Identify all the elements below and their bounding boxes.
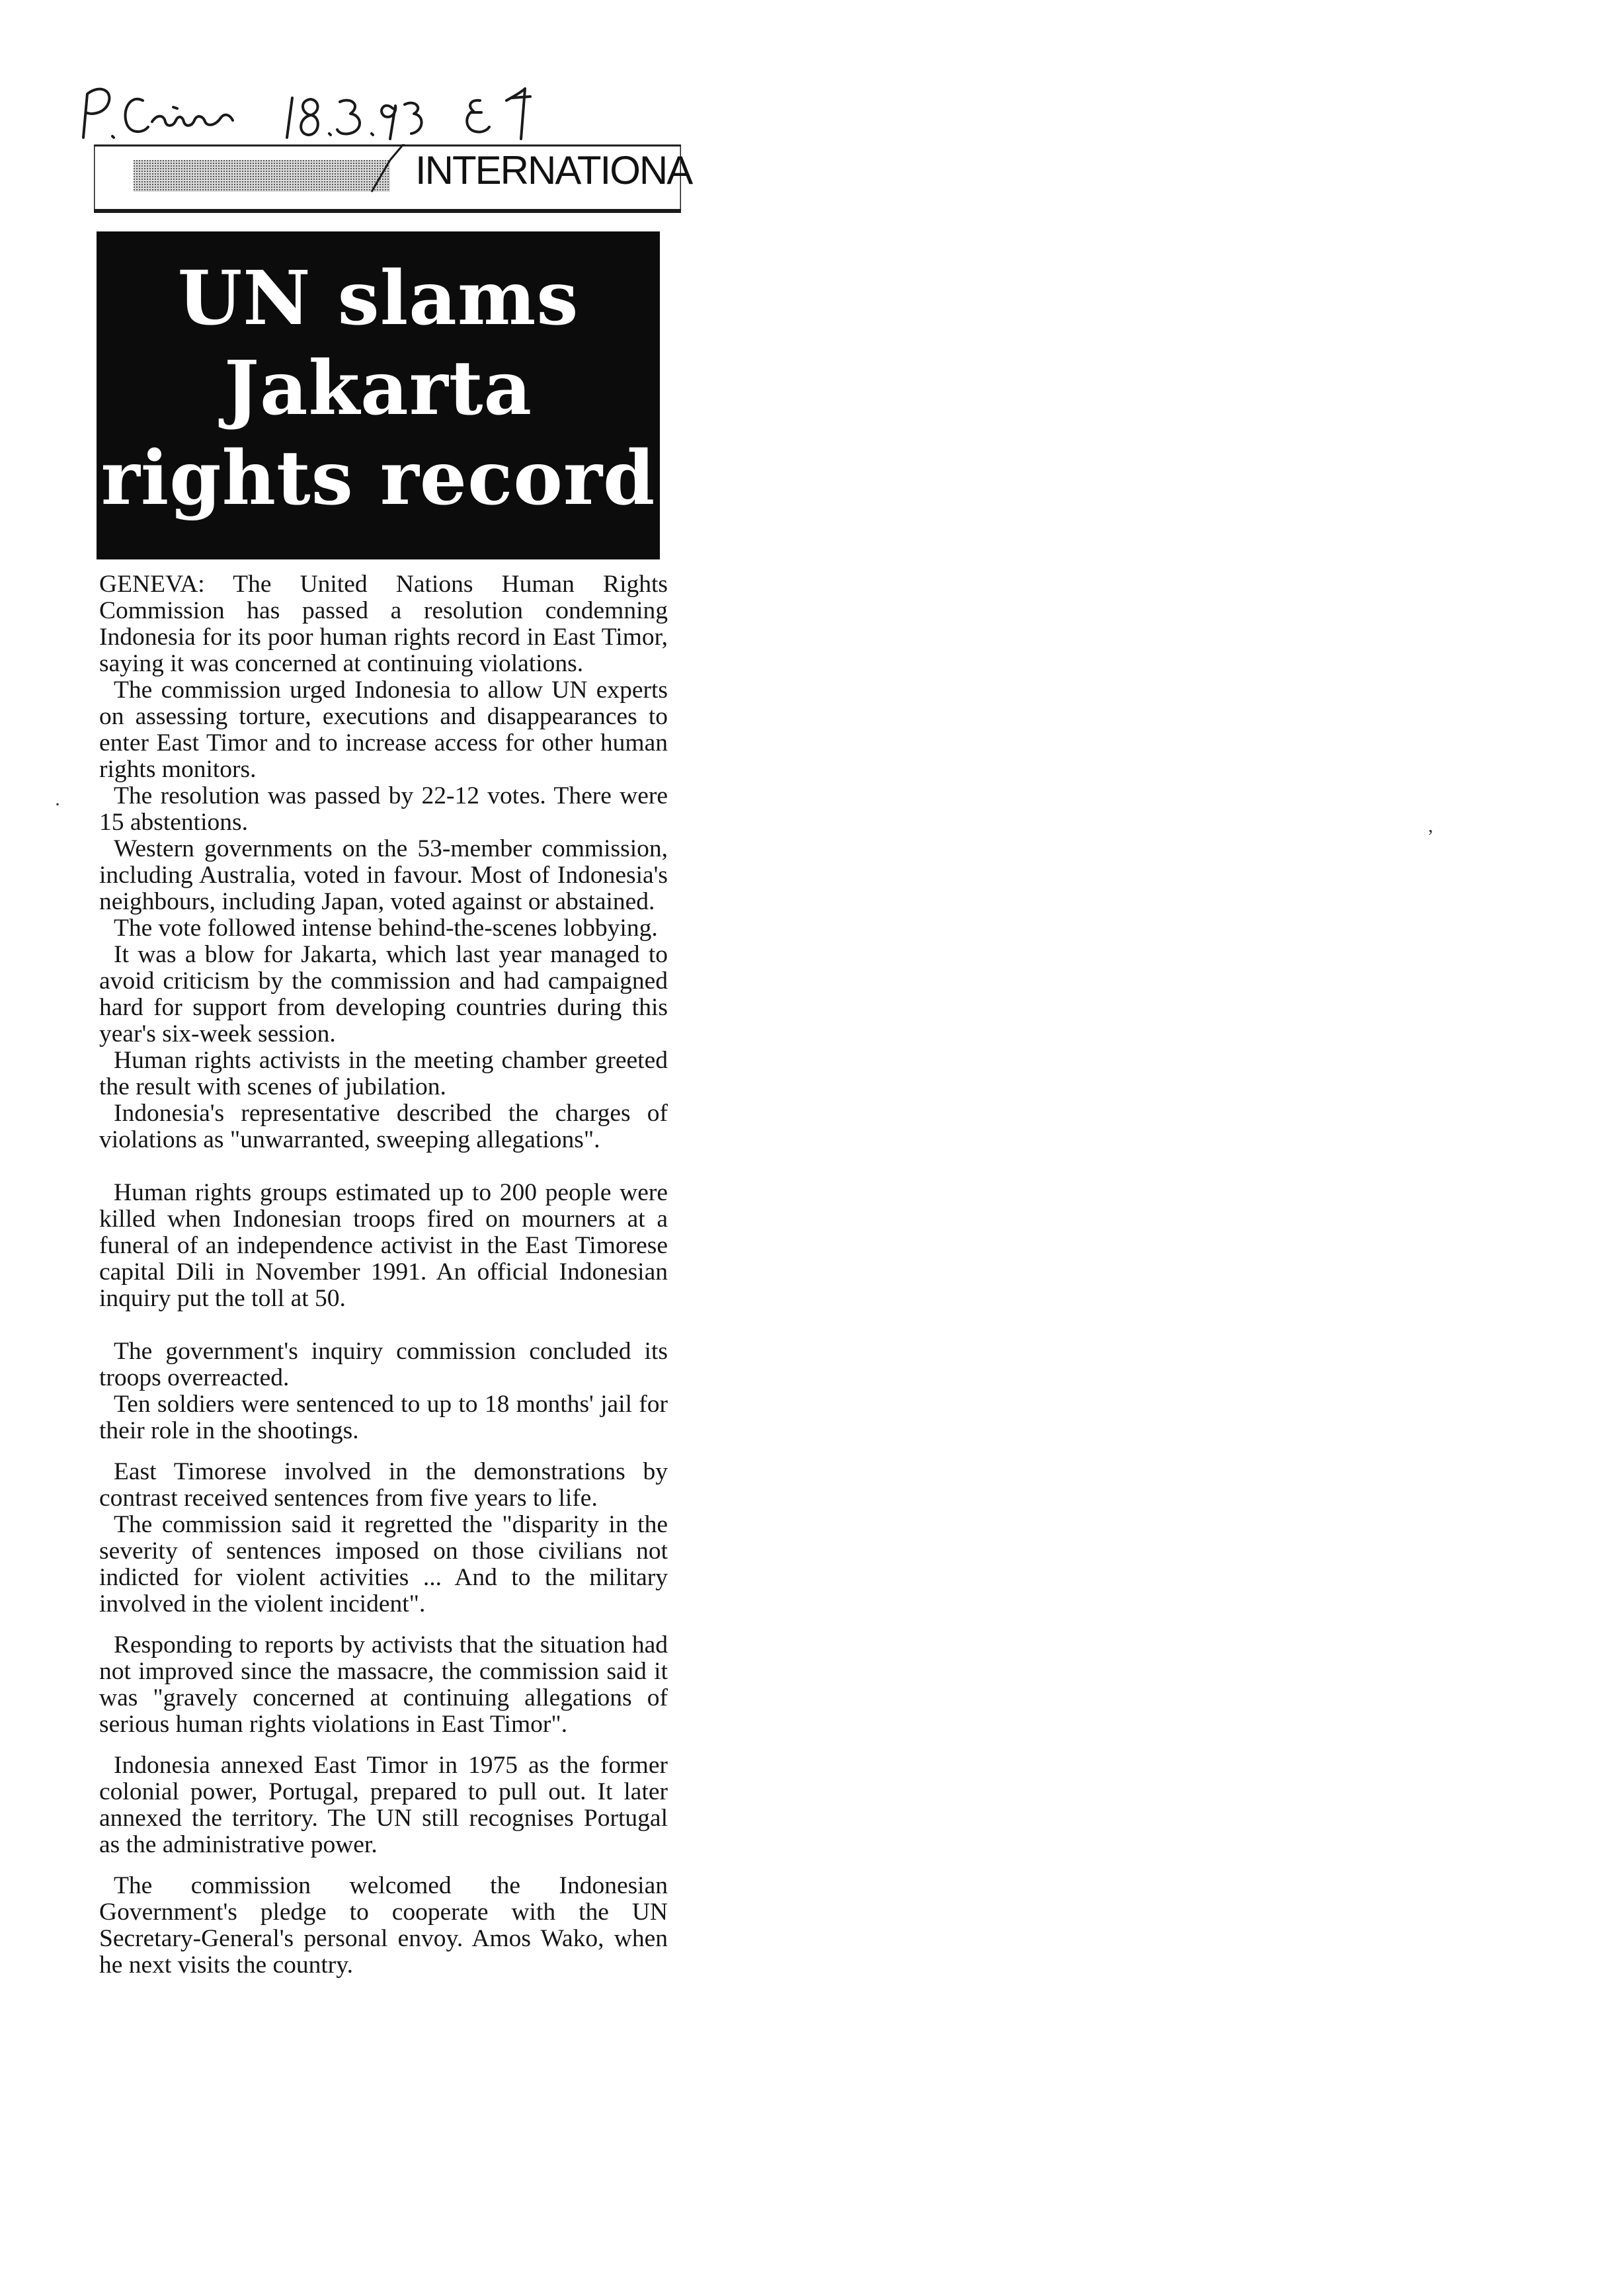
article-paragraph: Western governments on the 53-member commission, including Australia, voted in favour. Most of Indonesia's neighbours, including Japan, voted against or abstained. <box>99 835 668 915</box>
article-paragraph: The commission urged Indonesia to allow UN experts on assessing torture, executions and disappearances to enter East Timor and to increase access for other human rights monitors. <box>99 676 668 783</box>
headline-line: UN slams <box>177 255 579 342</box>
handwriting-signature-icon <box>74 74 577 147</box>
article-paragraph: Responding to reports by activists that the situation had not improved since the massacre, the commission said it was "gravely concerned at continuing allegations of serious human rights violations in East Timor". <box>99 1631 668 1738</box>
headline-line: rights record <box>100 435 656 522</box>
article-paragraph: Human rights groups estimated up to 200 people were killed when Indonesian troops fired on mourners at a funeral of an independence activist in the East Timorese capital Dili in November 1991. An official Indonesian inquiry put the toll at 50. <box>99 1179 668 1312</box>
article-paragraph: Ten soldiers were sentenced to up to 18 months' jail for their role in the shootings. <box>99 1391 668 1444</box>
article-paragraph: Indonesia's representative described the charges of violations as "unwarranted, sweeping allegations". <box>99 1100 668 1153</box>
article-paragraph: It was a blow for Jakarta, which last year managed to avoid criticism by the commission and had campaigned hard for support from developing countries during this year's six-week session. <box>99 941 668 1047</box>
article-paragraph: Human rights activists in the meeting chamber greeted the result with scenes of jubilation. <box>99 1047 668 1100</box>
article-paragraph: The government's inquiry commission concluded its troops overreacted. <box>99 1338 668 1391</box>
article-paragraph: GENEVA: The United Nations Human Rights Commission has passed a resolution condemning Indonesia for its poor human rights record in East Timor, saying it was concerned at continuing violations. <box>99 571 668 677</box>
section-header <box>94 144 692 221</box>
headline <box>97 231 660 559</box>
article-paragraph: East Timorese involved in the demonstrations by contrast received sentences from five years to life. <box>99 1458 668 1512</box>
handwritten-annotation <box>74 74 577 147</box>
article-paragraph: The commission said it regretted the "disparity in the severity of sentences imposed on those civilians not indicted for violent activities ... And to the military involved in the violent incident". <box>99 1511 668 1618</box>
article-paragraph: The resolution was passed by 22-12 votes. There were 15 abstentions. <box>99 782 668 836</box>
article-paragraph: The vote followed intense behind-the-scenes lobbying. <box>114 915 658 942</box>
scan-mark: · <box>54 794 61 815</box>
article-paragraph: Indonesia annexed East Timor in 1975 as the former colonial power, Portugal, prepared to pull out. It later annexed the territory. The UN still recognises Portugal as the administrative power. <box>99 1752 668 1858</box>
headline-line: Jakarta <box>223 345 533 432</box>
article-body <box>99 571 668 1979</box>
article-paragraph: The commission welcomed the Indonesian Government's pledge to cooperate with the UN Secretary-General's personal envoy. Amos Wako, when he next visits the country. <box>99 1872 668 1979</box>
scan-mark: , <box>1428 815 1433 837</box>
section-label: INTERNATIONA <box>415 148 692 192</box>
